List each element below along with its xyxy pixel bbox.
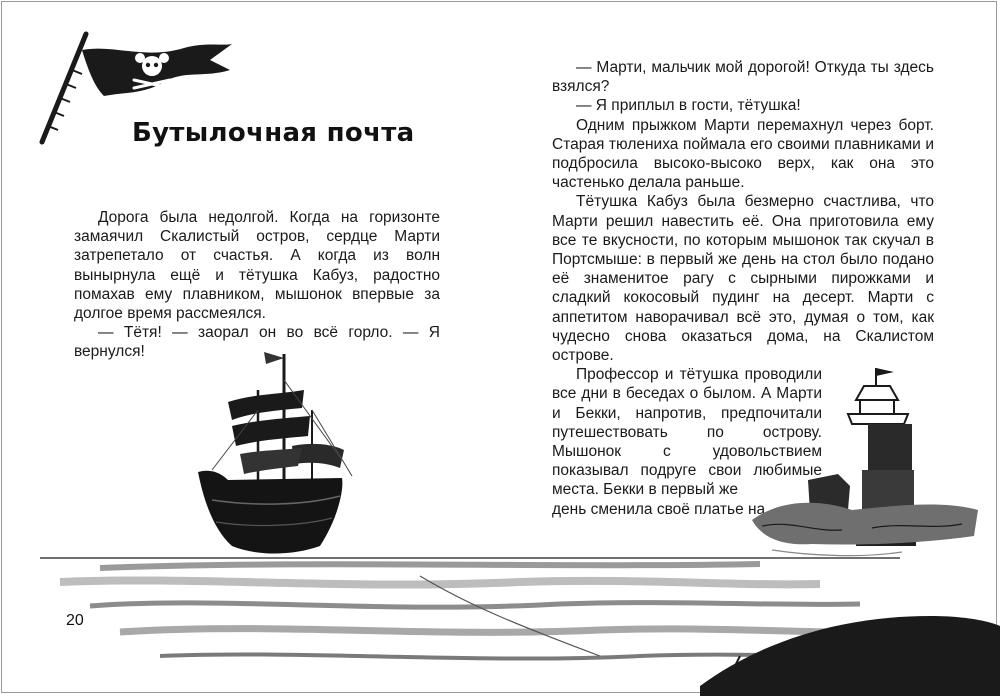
paragraph: день сменила своё платье на [552, 500, 766, 518]
left-column-text [74, 208, 440, 362]
sailing-ship [192, 350, 362, 560]
paragraph: Профессор и тётушка проводили все дни в беседах о былом. А Марти и Бекки, напротив, предпочитали путешествовать по острову. Мышонок с удовольствием показывал подруге свои любимые места. Бекки в первый же [552, 366, 822, 499]
page-number: 20 [66, 612, 84, 629]
sea-waves [0, 546, 1000, 696]
paragraph: — Я приплыл в гости, тётушка! [576, 97, 801, 115]
paragraph: Дорога была недолгой. Когда на горизонте замаячил Скалистый остров, сердце Марти затрепетало от счастья. А когда из волн вынырнула ещё и тётушка Кабуз, радостно помахав ему плавником, мышонок впервые за долгое время рассмеялся. [74, 209, 440, 323]
paragraph: Одним прыжком Марти перемахнул через борт. Старая тюлениха поймала его своими плавниками и подбросила высоко-высоко верх, как она это частенько делала раньше. [552, 116, 934, 192]
chapter-title: Бутылочная почта [132, 118, 415, 148]
paragraph: — Тётя! — заорал он во всё горло. — Я вернулся! [74, 324, 440, 361]
paragraph: — Марти, мальчик мой дорогой! Откуда ты здесь взялся? [552, 59, 934, 96]
paragraph: Тётушка Кабуз была безмерно счастлива, что Марти решил навестить её. Она приготовила ему все те вкусности, по которым мышонок так скучал в Портсмыше: в первый же день на стол было подано её знаменитое рагу с сырными пирожками и сладкий кокосовый пудинг на десерт. Марти с аппетитом наворачивал всё это, думая о том, как чудесно снова оказаться дома, на Скалистом острове. [552, 193, 934, 365]
